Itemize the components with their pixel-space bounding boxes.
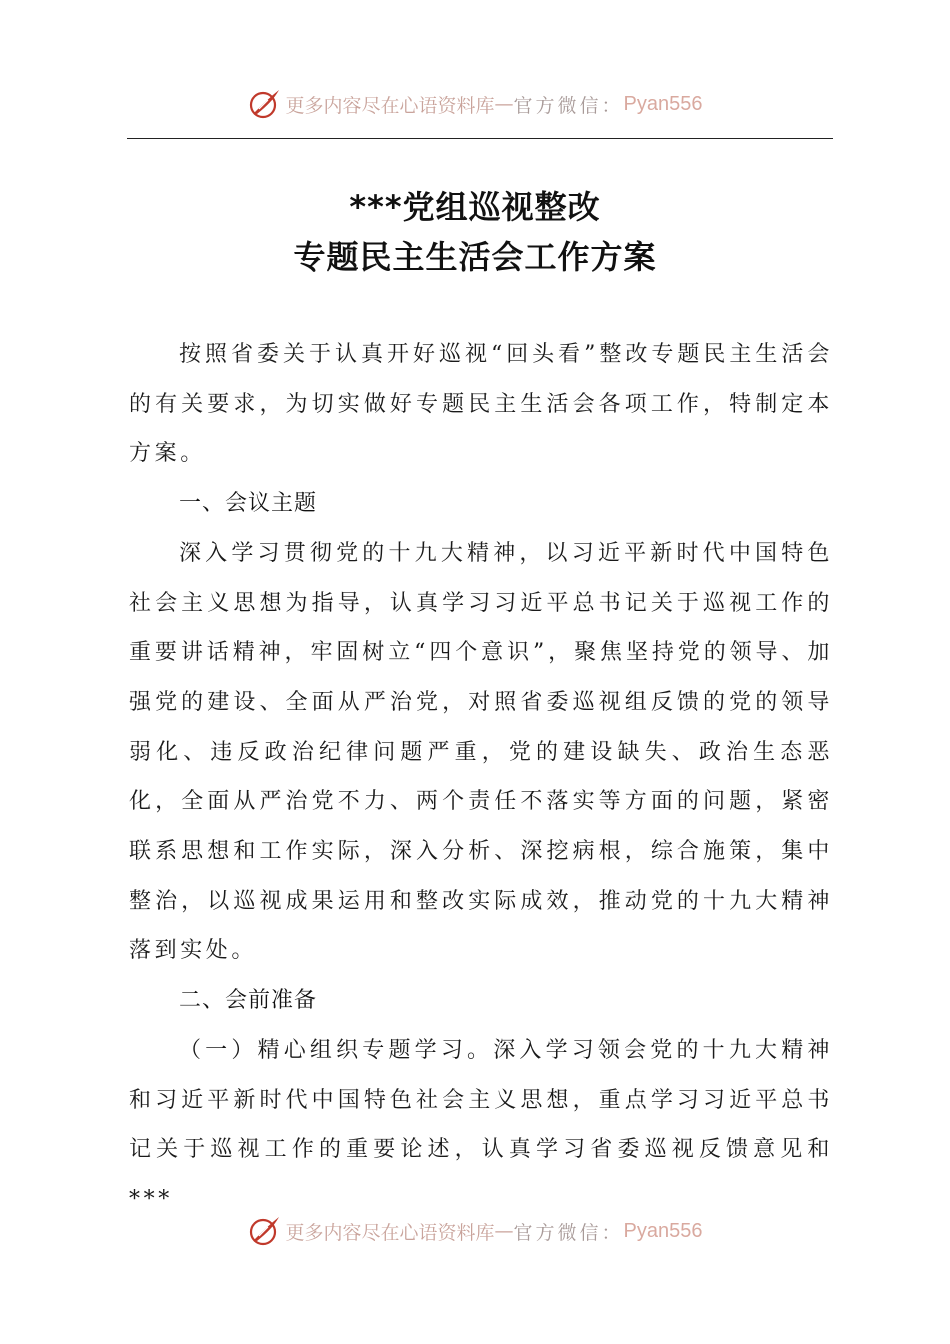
quill-logo-icon <box>248 1214 282 1248</box>
banner-wechat-id: Pyan556 <box>623 1219 703 1242</box>
section2-item1-paragraph <box>129 1026 833 1225</box>
document-title-line1: ***党组巡视整改 <box>349 188 601 226</box>
section2-item1-text: 深入学习领会党的十九大精神和习近平新时代中国特色社会主义思想，重点学习习近平总书记关于巡视工作的重要论述，认真学习省委巡视反馈意见和*** <box>129 1037 833 1212</box>
header-divider <box>127 138 833 139</box>
banner-dash: — <box>494 93 514 115</box>
banner-wechat-id: Pyan556 <box>623 92 703 115</box>
intro-paragraph: 按照省委关于认真开好巡视“回头看”整改专题民主生活会的有关要求，为切实做好专题民主生活会各项工作，特制定本方案。 <box>129 342 833 467</box>
section1-heading: 一、会议主题 <box>179 491 318 517</box>
document-body <box>129 330 833 1225</box>
banner-main-text: 更多内容尽在心语资料库 <box>285 94 495 117</box>
document-title-line2: 专题民主生活会工作方案 <box>293 238 657 276</box>
section1-paragraph: 深入学习贯彻党的十九大精神，以习近平新时代中国特色社会主义思想为指导，认真学习习近平总书记关于巡视工作的重要讲话精神，牢固树立“四个意识”，聚焦坚持党的领导、加强党的建设、全面从严治党，对照省委巡视组反馈的党的领导弱化、违反政治纪律问题严重，党的建设缺失、政治生态恶化，全面从严治党不力、两个责任不落实等方面的问题，紧密联系思想和工作实际，深入分析、深挖病根，综合施策，集中整治，以巡视成果运用和整改实际成效，推动党的十九大精神落到实处。 <box>129 540 833 964</box>
quill-logo-icon <box>248 87 282 121</box>
header-watermark-banner <box>0 84 950 124</box>
footer-watermark-banner <box>0 1211 950 1251</box>
banner-wechat-label: 官方微信： <box>513 94 624 117</box>
section2-item1-lead: （一）精心组织专题学习。 <box>179 1037 494 1063</box>
banner-dash: — <box>494 1220 514 1242</box>
banner-main-text: 更多内容尽在心语资料库 <box>285 1221 495 1244</box>
section2-heading: 二、会前准备 <box>179 988 318 1014</box>
banner-wechat-label: 官方微信： <box>513 1221 624 1244</box>
